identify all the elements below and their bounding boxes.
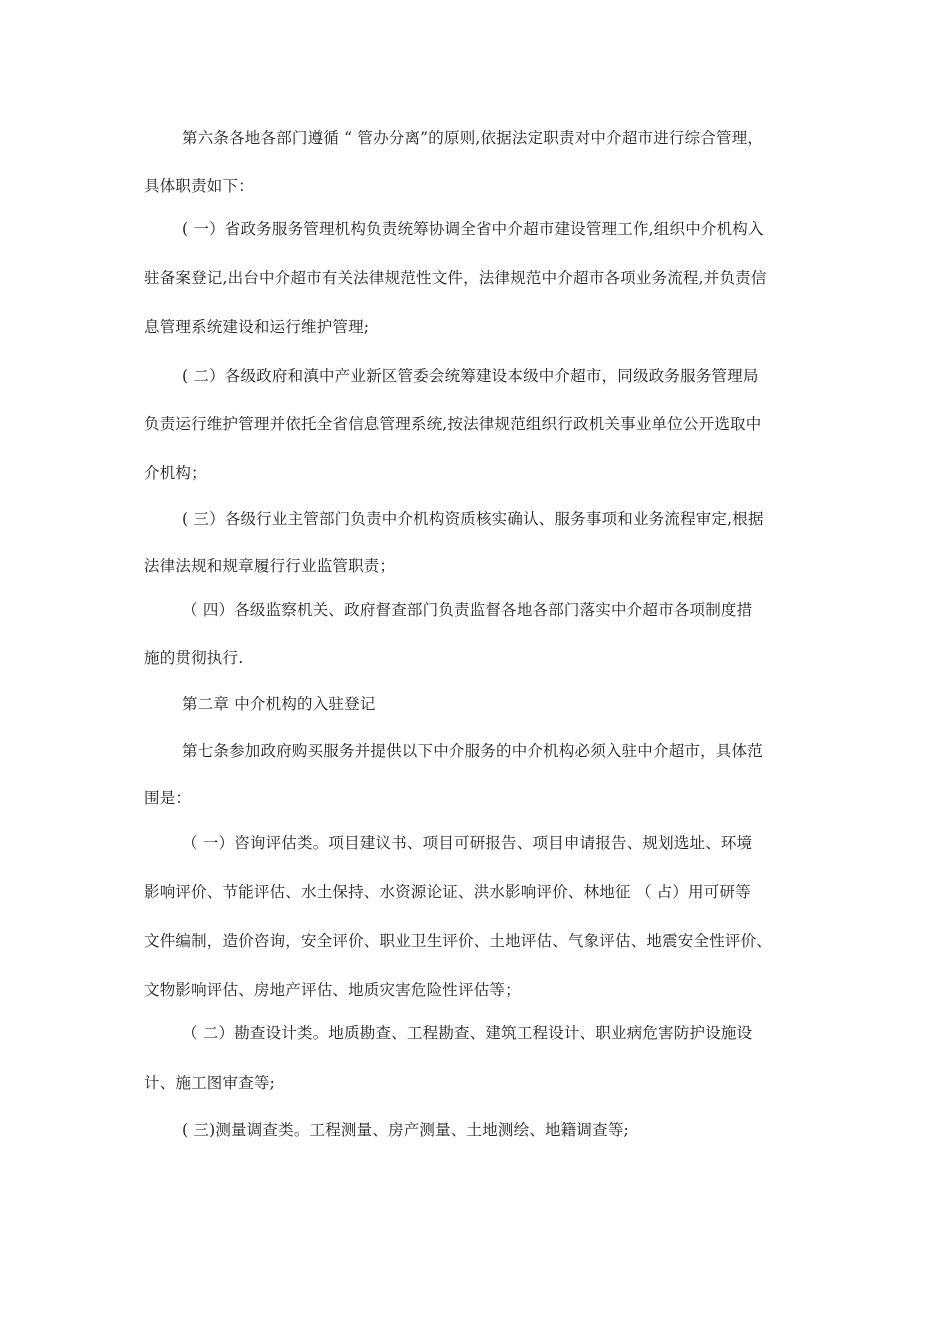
paragraph-line: 文件编制，造价咨询，安全评价、职业卫生评价、土地评估、气象评估、地震安全性评价、 <box>144 932 773 950</box>
paragraph-line: （ 四）各级监察机关、政府督查部门负责监督各地各部门落实中介超市各项制度措 <box>182 601 753 619</box>
paragraph-line: 负责运行维护管理并依托全省信息管理系统,按法律规范组织行政机关事业单位公开选取中 <box>144 415 762 433</box>
paragraph-line: ( 二）各级政府和滇中产业新区管委会统筹建设本级中介超市，同级政务服务管理局 <box>182 367 759 385</box>
paragraph-line: 文物影响评估、房地产评估、地质灾害危险性评估等； <box>144 981 521 999</box>
paragraph-line: 围是： <box>144 789 192 807</box>
paragraph-line: 息管理系统建设和运行维护管理; <box>144 318 370 336</box>
paragraph-line: 法律法规和规章履行行业监管职责； <box>144 557 396 575</box>
paragraph-line: 驻备案登记,出台中介超市有关法律规范性文件，法律规范中介超市各项业务流程,并负责信 <box>144 269 767 287</box>
paragraph-line: 第七条参加政府购买服务并提供以下中介服务的中介机构必须入驻中介超市，具体范 <box>182 742 763 760</box>
paragraph-line: 介机构； <box>144 464 207 482</box>
paragraph-line: ( 一）省政务服务管理机构负责统筹协调全省中介超市建设管理工作,组织中介机构入 <box>182 220 764 238</box>
paragraph-line: （ 一）咨询评估类。项目建议书、项目可研报告、项目申请报告、规划选址、环境 <box>182 834 753 852</box>
paragraph-line: ( 三)测量调查类。工程测量、房产测量、土地测绘、地籍调查等; <box>182 1121 629 1139</box>
paragraph-line: 第六条各地各部门遵循 “ 管办分离”的原则,依据法定职责对中介超市进行综合管理， <box>182 129 764 147</box>
paragraph-line: 施的贯彻执行. <box>144 649 244 667</box>
paragraph-line: ( 三）各级行业主管部门负责中介机构资质核实确认、服务事项和业务流程审定,根据 <box>182 510 764 528</box>
paragraph-line: 计、施工图审查等; <box>144 1074 276 1092</box>
paragraph-line: （ 二）勘查设计类。地质勘查、工程勘查、建筑工程设计、职业病危害防护设施设 <box>182 1024 753 1042</box>
chapter-heading: 第二章 中介机构的入驻登记 <box>182 695 376 713</box>
paragraph-line: 影响评价、节能评估、水土保持、水资源论证、洪水影响评价、林地征 （ 占）用可研等 <box>144 883 751 901</box>
paragraph-line: 具体职责如下： <box>144 177 254 195</box>
